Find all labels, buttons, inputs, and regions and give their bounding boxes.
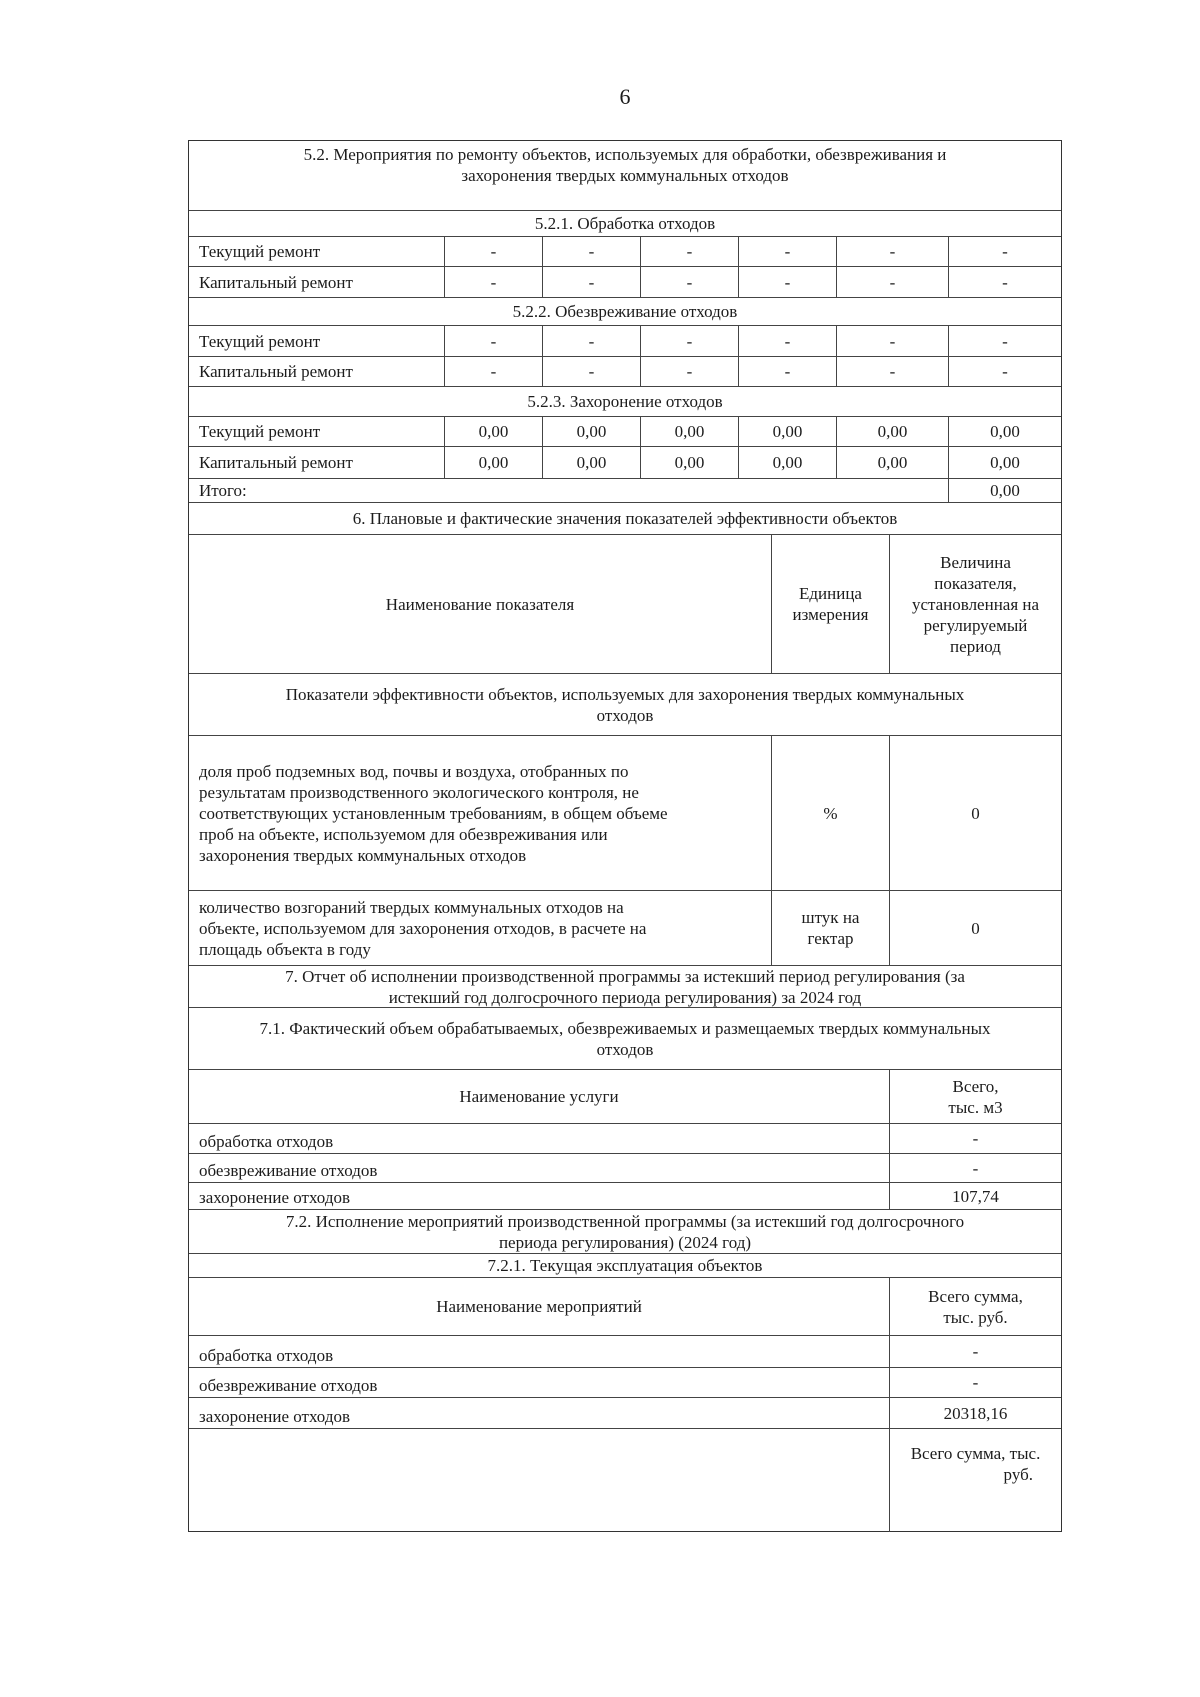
value-cell: - — [836, 237, 948, 266]
value-cell: 0,00 — [738, 447, 836, 478]
row-label: Текущий ремонт — [199, 331, 321, 351]
value-cell: 0,00 — [738, 417, 836, 446]
value-cell: - — [542, 357, 640, 386]
subsection-title: 5.2.1. Обработка отходов — [534, 214, 716, 233]
section-7-2-title — [189, 1209, 1061, 1253]
value-cell: - — [738, 326, 836, 356]
subsection-title: 7.2.1. Текущая эксплуатация объектов — [487, 1256, 763, 1275]
indicator-text-line: соответствующих установленным требованиям, в общем объеме — [199, 803, 668, 823]
indicator-unit: % — [771, 736, 889, 890]
section-title-line: отходов — [596, 1039, 654, 1059]
sum-header — [889, 1429, 1061, 1532]
indicator-text-line: захоронения твердых коммунальных отходов — [199, 845, 527, 865]
total-label: Итого: — [199, 481, 247, 500]
indicator-name — [189, 891, 771, 965]
service-name: обработка отходов — [199, 1132, 334, 1151]
value-cell: - — [836, 267, 948, 297]
indicator-value: 0 — [889, 736, 1061, 890]
value-cell: - — [444, 326, 542, 356]
indicator-text-line: проб на объекте, используемом для обезвреживания или — [199, 824, 608, 844]
sum-header-line: Всего сумма, тыс. — [910, 1444, 1041, 1463]
section-7-2-1-title — [189, 1253, 1061, 1277]
indicator-unit — [771, 891, 889, 965]
service-name: обезвреживание отходов — [199, 1161, 378, 1180]
table-row — [189, 1397, 1061, 1428]
value-header-line: показателя, — [934, 573, 1017, 593]
table-row — [189, 1182, 1061, 1209]
indicator-text-line: объекте, используемом для захоронения отходов, в расчете на — [199, 918, 647, 938]
indicator-name — [189, 736, 771, 890]
indicator-value: 0 — [889, 891, 1061, 965]
row-label: Текущий ремонт — [199, 242, 321, 261]
value-cell: - — [640, 237, 738, 266]
table-row — [189, 325, 1061, 356]
section-title: 6. Плановые и фактические значения показателей эффективности объектов — [352, 509, 898, 528]
section-5-2-3-heading — [189, 386, 1061, 416]
measure-name: обработка отходов — [199, 1346, 334, 1365]
indicator-row — [189, 890, 1061, 965]
sum-header — [889, 1278, 1061, 1335]
row-label: Капитальный ремонт — [199, 272, 353, 292]
measures-header-row — [189, 1277, 1061, 1335]
value-cell: 0,00 — [948, 417, 1061, 446]
value-cell: - — [444, 267, 542, 297]
unit-header — [771, 535, 889, 673]
unit-header-line: измерения — [792, 605, 869, 624]
services-header-row — [189, 1069, 1061, 1123]
value-cell: - — [542, 267, 640, 297]
value-header-line: Величина — [940, 552, 1011, 572]
value-cell: 0,00 — [640, 447, 738, 478]
indicator-text-line: результатам производственного экологического контроля, не — [199, 782, 639, 802]
value-cell: - — [444, 357, 542, 386]
indicator-name-header: Наименование показателя — [385, 594, 575, 614]
section-6-title — [189, 502, 1061, 534]
section-5-2-title-line1: 5.2. Мероприятия по ремонту объектов, используемых для обработки, обезвреживания и — [303, 144, 947, 164]
sum-header-line: Всего сумма, — [928, 1286, 1023, 1306]
value-cell: - — [640, 357, 738, 386]
measure-name-header: Наименование мероприятий — [436, 1297, 642, 1316]
value-header-line: период — [950, 636, 1001, 656]
value-cell: - — [640, 326, 738, 356]
table-row — [189, 1335, 1061, 1367]
row-label: Текущий ремонт — [199, 422, 321, 441]
section-title-line: 7.1. Фактический объем обрабатываемых, обезвреживаемых и размещаемых твердых коммунальных — [259, 1018, 991, 1038]
indicator-text-line: доля проб подземных вод, почвы и воздуха, отобранных по — [199, 761, 629, 781]
indicator-group-line: отходов — [596, 705, 654, 725]
section-7-1-title — [189, 1007, 1061, 1069]
value-cell: - — [738, 267, 836, 297]
indicator-text-line: площадь объекта в году — [199, 939, 371, 959]
total-row — [189, 478, 1061, 502]
row-label: Капитальный ремонт — [199, 453, 353, 472]
table-row — [189, 416, 1061, 446]
page-number: 6 — [619, 84, 631, 109]
value-cell: - — [948, 237, 1061, 266]
value-cell: - — [948, 267, 1061, 297]
service-name: захоронение отходов — [199, 1188, 350, 1207]
section-5-2-title — [189, 141, 1061, 188]
section-5-2-1-heading — [189, 210, 1061, 236]
service-value: 107,74 — [889, 1183, 1061, 1209]
value-cell: - — [836, 326, 948, 356]
unit-line: штук на — [801, 908, 860, 927]
total-value: 0,00 — [948, 479, 1061, 502]
indicator-group-row — [189, 673, 1061, 735]
value-cell: 0,00 — [444, 417, 542, 446]
measure-value: 20318,16 — [889, 1398, 1061, 1428]
measure-value: - — [889, 1336, 1061, 1367]
value-cell: 0,00 — [836, 417, 948, 446]
table-row — [189, 1367, 1061, 1397]
service-value: - — [889, 1124, 1061, 1153]
measure-value: - — [889, 1368, 1061, 1397]
value-cell: 0,00 — [836, 447, 948, 478]
section-5-2-title-line2: захоронения твердых коммунальных отходов — [461, 165, 789, 185]
value-cell: - — [640, 267, 738, 297]
service-value: - — [889, 1154, 1061, 1182]
sum-header-line: руб. — [1003, 1465, 1033, 1484]
table-row — [189, 266, 1061, 297]
sum-header-line: тыс. руб. — [943, 1307, 1008, 1327]
indicators-header-row — [189, 534, 1061, 673]
table-row — [189, 1428, 1061, 1532]
table-row — [189, 236, 1061, 266]
value-cell: 0,00 — [640, 417, 738, 446]
service-name-header: Наименование услуги — [459, 1087, 619, 1106]
section-title-line: истекший год долгосрочного периода регулирования) за 2024 год — [388, 987, 862, 1007]
value-cell: - — [444, 237, 542, 266]
value-cell: - — [542, 326, 640, 356]
table-row — [189, 446, 1061, 478]
indicator-text-line: количество возгораний твердых коммунальных отходов на — [199, 897, 624, 917]
value-cell: 0,00 — [542, 447, 640, 478]
volume-header-line: Всего, — [952, 1076, 999, 1096]
indicator-row — [189, 735, 1061, 890]
value-cell: - — [836, 357, 948, 386]
value-cell: - — [738, 357, 836, 386]
section-title-line: периода регулирования) (2024 год) — [498, 1232, 752, 1252]
table-row — [189, 1123, 1061, 1153]
table-row — [189, 1153, 1061, 1182]
report-table — [188, 140, 1062, 1532]
section-title-line: 7. Отчет об исполнении производственной программы за истекший период регулирования (за — [285, 966, 965, 986]
subsection-title: 5.2.2. Обезвреживание отходов — [512, 302, 738, 321]
volume-header — [889, 1070, 1061, 1123]
section-title-line: 7.2. Исполнение мероприятий производственной программы (за истекший год долгосрочного — [285, 1211, 965, 1231]
row-label: Капитальный ремонт — [199, 362, 353, 381]
empty-cell — [189, 1429, 889, 1532]
measure-name: захоронение отходов — [199, 1407, 350, 1426]
measure-name: обезвреживание отходов — [199, 1376, 378, 1395]
unit-line: гектар — [807, 929, 854, 948]
value-cell: - — [542, 237, 640, 266]
value-header-line: установленная на — [911, 594, 1040, 614]
indicator-group-line: Показатели эффективности объектов, используемых для захоронения твердых коммунальных — [285, 684, 965, 704]
value-cell: - — [948, 326, 1061, 356]
value-header — [889, 535, 1061, 673]
volume-header-line: тыс. м3 — [948, 1097, 1003, 1117]
value-cell: 0,00 — [444, 447, 542, 478]
section-7-title — [189, 965, 1061, 1007]
value-cell: - — [738, 237, 836, 266]
value-cell: - — [948, 357, 1061, 386]
unit-header-line: Единица — [799, 584, 862, 603]
value-cell: 0,00 — [542, 417, 640, 446]
value-cell: 0,00 — [948, 447, 1061, 478]
section-5-2-2-heading — [189, 297, 1061, 325]
value-header-line: регулируемый — [923, 615, 1028, 635]
table-row — [189, 356, 1061, 386]
subsection-title: 5.2.3. Захоронение отходов — [527, 392, 723, 411]
